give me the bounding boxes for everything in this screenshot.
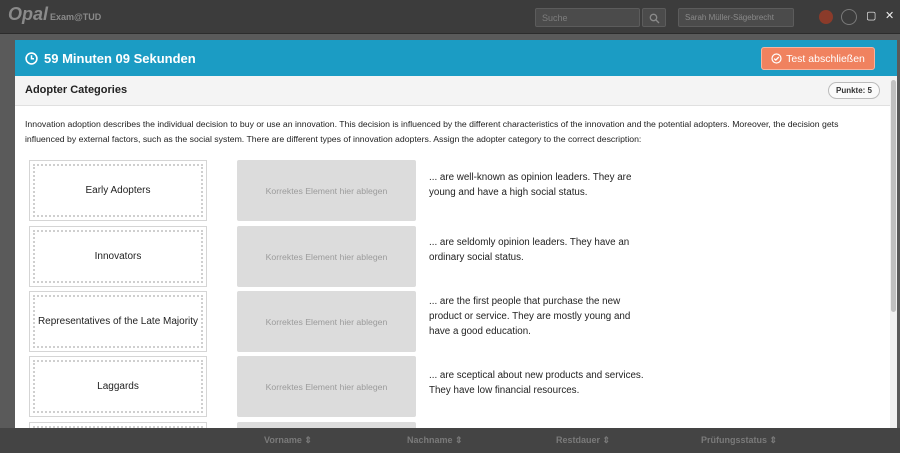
draggable-item-early-adopters[interactable]: Early Adopters — [29, 160, 207, 221]
column-restdauer[interactable]: Restdauer ⇕ — [556, 435, 611, 445]
drop-zone[interactable]: Korrektes Element hier ablegen — [237, 356, 416, 417]
draggable-item-innovators[interactable]: Innovators — [29, 226, 207, 287]
description-text: ... are sceptical about new products and services. They have low financial resources. — [429, 370, 644, 396]
exam-header — [15, 40, 897, 76]
description-text: ... are seldomly opinion leaders. They have an ordinary social status. — [429, 237, 630, 263]
search-icon — [649, 13, 660, 24]
drop-zone[interactable] — [237, 422, 416, 428]
close-icon[interactable]: ✕ — [885, 10, 895, 22]
search-button[interactable] — [642, 8, 666, 27]
check-circle-icon — [771, 53, 782, 64]
maximize-icon[interactable]: ▢ — [866, 10, 877, 22]
description-text: ... are the first people that purchase the new product or service. They are mostly young and have a good education. — [429, 296, 631, 337]
clock-icon — [25, 52, 38, 65]
finish-test-button[interactable] — [761, 47, 875, 70]
app-logo: Opal Exam@TUD — [8, 4, 102, 24]
question-text: Innovation adoption describes the individual decision to buy or use an innovation. This decision is influenced by the different characteristics of the innovation and the potential adopters. Moreover, the decision gets influenced by external factors, such as the social system. There are different types of innovation adopters. Assign the adopter category to the correct description: — [25, 119, 839, 144]
scrollbar-thumb[interactable] — [891, 80, 896, 312]
column-vorname[interactable]: Vorname ⇕ — [264, 435, 312, 445]
question-bar — [15, 76, 890, 106]
finish-test-label: Test abschließen — [786, 52, 865, 65]
app-header — [0, 0, 900, 34]
draggable-item-late-majority[interactable]: Representatives of the Late Majority — [29, 291, 207, 352]
column-pruefungsstatus[interactable]: Prüfungsstatus ⇕ — [701, 435, 778, 445]
search-input[interactable]: Suche — [535, 8, 640, 27]
draggable-item[interactable] — [29, 422, 207, 428]
user-menu[interactable]: Sarah Müller-Sägebrecht — [678, 8, 794, 27]
drop-zone[interactable]: Korrektes Element hier ablegen — [237, 226, 416, 287]
drop-zone[interactable]: Korrektes Element hier ablegen — [237, 291, 416, 352]
draggable-item-laggards[interactable]: Laggards — [29, 356, 207, 417]
help-icon[interactable] — [841, 9, 857, 25]
points-badge: Punkte: 5 — [828, 82, 880, 99]
timer — [25, 51, 196, 66]
drop-zone[interactable]: Korrektes Element hier ablegen — [237, 160, 416, 221]
column-nachname[interactable]: Nachname ⇕ — [407, 435, 463, 445]
exam-modal — [15, 40, 897, 428]
question-title: Adopter Categories — [25, 84, 128, 96]
timer-text: 59 Minuten 09 Sekunden — [44, 51, 196, 66]
notification-icon[interactable] — [819, 10, 833, 24]
description-text: ... are well-known as opinion leaders. They are young and have a high social status. — [429, 172, 632, 198]
